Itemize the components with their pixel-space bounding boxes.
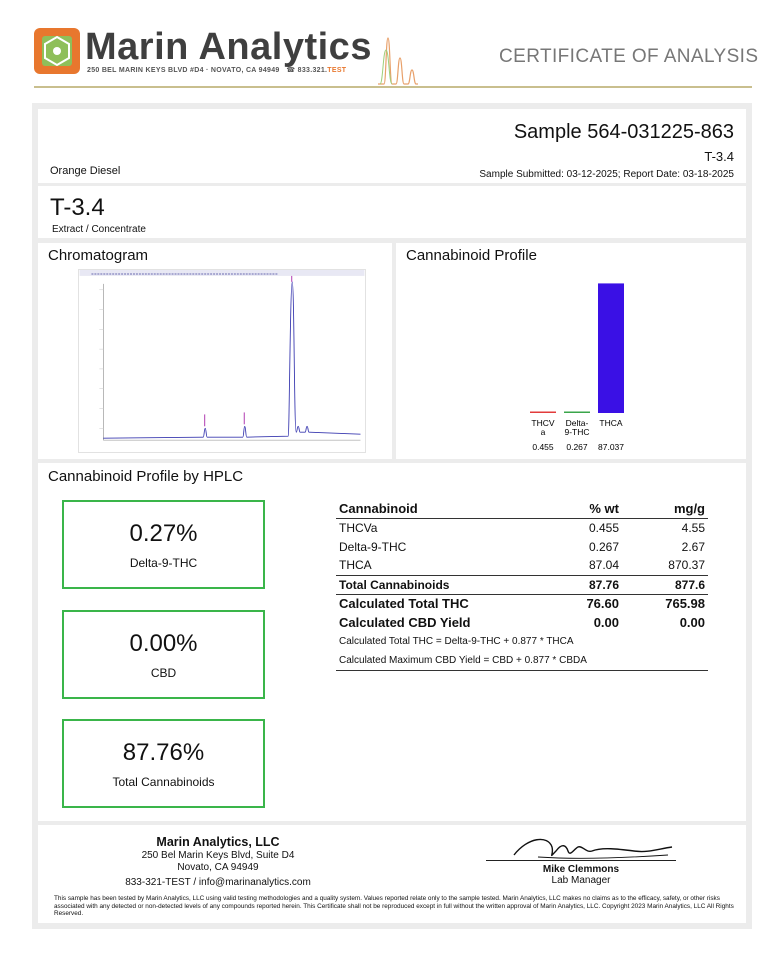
cell-mg: 0.00 xyxy=(679,615,705,630)
value-label: 0.267 xyxy=(566,442,588,452)
cell-analyte: Calculated CBD Yield xyxy=(339,615,471,630)
bar-thcva xyxy=(530,412,556,414)
cell-analyte: Calculated Total THC xyxy=(339,596,469,612)
category-label: THCA xyxy=(599,418,623,428)
cell-analyte: Delta-9-THC xyxy=(339,539,407,554)
table-row xyxy=(336,556,708,575)
cell-mg: 2.67 xyxy=(681,539,705,554)
signature-line xyxy=(486,860,676,861)
product-type: Extract / Concentrate xyxy=(52,224,146,235)
chromatogram-card xyxy=(38,243,392,459)
report-header xyxy=(0,0,783,92)
value-label: 0.455 xyxy=(532,442,554,452)
footer-card xyxy=(38,825,746,923)
table-row xyxy=(336,537,708,556)
sample-code: T-3.4 xyxy=(704,149,734,164)
chromatogram-title: Chromatogram xyxy=(48,247,149,264)
cell-percent: 0.455 xyxy=(588,520,619,535)
lab-address-2: Novato, CA 94949 xyxy=(177,862,259,873)
cell-percent: 76.60 xyxy=(586,596,619,612)
sample-strain: Orange Diesel xyxy=(50,165,121,177)
category-label: THCV xyxy=(531,418,555,428)
result-value: 0.00% xyxy=(129,630,198,657)
product-code: T-3.4 xyxy=(50,194,105,221)
brand-address: 250 BEL MARIN KEYS BLVD #D4 · NOVATO, CA 94949 ☎ 833.321.TEST xyxy=(87,67,347,74)
cell-mg: 4.55 xyxy=(681,520,705,535)
profile-title: Cannabinoid Profile xyxy=(406,247,537,264)
sample-dates: Sample Submitted: 03-12-2025; Report Date: 03-18-2025 xyxy=(479,169,734,180)
marin-logo-icon xyxy=(34,28,80,74)
hplc-title: Cannabinoid Profile by HPLC xyxy=(48,468,244,485)
disclaimer-text: This sample has been tested by Marin Analytics, LLC using valid testing methodologies and a quality system. Values reported relate only to the sample tested. Marin Analytics, LLC makes no claims as to the efficacy, safety, or other risks associated with any detected or non-detected levels of any compounds reported herein. This Certificate shall not be reproduced except in full without the written approval of Marin Analytics, LLC. Copyright 2023 Marin Analytics, LLC All Rights Reserved. xyxy=(54,895,734,918)
sample-number: Sample 564-031225-863 xyxy=(513,121,734,143)
hplc-card xyxy=(38,463,746,821)
result-box-total xyxy=(62,719,265,808)
cell-analyte: THCVa xyxy=(339,520,378,535)
brand-name: Marin Analytics xyxy=(85,26,372,68)
lab-contact: 833-321-TEST / info@marinanalytics.com xyxy=(125,877,311,888)
product-identity-card xyxy=(38,186,746,238)
table-header-row xyxy=(336,499,708,518)
cell-percent: 87.76 xyxy=(546,575,622,594)
column-header: % wt xyxy=(546,499,622,518)
cell-percent: 87.04 xyxy=(588,558,619,573)
formula-row xyxy=(336,632,708,651)
formula-cbd: Calculated Maximum CBD Yield = CBD + 0.877 * CBDA xyxy=(336,651,708,670)
column-header: Cannabinoid xyxy=(336,499,546,518)
cell-percent: 0.00 xyxy=(593,615,619,630)
chromatogram-image xyxy=(78,269,366,453)
cannabinoid-bar-chart xyxy=(396,243,746,459)
report-panel xyxy=(32,103,752,929)
signer-title: Lab Manager xyxy=(551,875,611,886)
formula-thc: Calculated Total THC = Delta-9-THC + 0.877 * THCA xyxy=(339,636,574,647)
result-label: Delta-9-THC xyxy=(129,556,198,570)
sample-info-card xyxy=(38,109,746,183)
bar-delta-9-thc xyxy=(564,412,590,414)
document-title: CERTIFICATE OF ANALYSIS xyxy=(499,46,759,67)
table-row xyxy=(336,518,708,537)
result-label: CBD xyxy=(150,666,177,680)
result-value: 87.76% xyxy=(122,739,205,766)
result-box-cbd xyxy=(62,610,265,699)
chromatogram-peaks-icon xyxy=(378,28,418,86)
bar-thca xyxy=(598,283,624,413)
result-value: 0.27% xyxy=(129,520,198,547)
calc-thc-row xyxy=(336,594,708,613)
category-label: 9-THC xyxy=(564,427,590,437)
formula-row xyxy=(336,651,708,670)
header-divider xyxy=(34,86,752,88)
cell-mg: 765.98 xyxy=(665,596,705,612)
cell-percent: 0.267 xyxy=(588,539,619,554)
result-box-delta9 xyxy=(62,500,265,589)
cell-analyte: THCA xyxy=(339,558,372,573)
hplc-results-table xyxy=(336,499,708,671)
signer-name: Mike Clemmons xyxy=(542,864,620,875)
lab-address-1: 250 Bel Marin Keys Blvd, Suite D4 xyxy=(141,850,295,861)
category-label: a xyxy=(540,427,546,437)
cell-analyte: Total Cannabinoids xyxy=(336,575,546,594)
calc-cbd-row xyxy=(336,613,708,632)
signature-image xyxy=(508,829,678,863)
lab-name: Marin Analytics, LLC xyxy=(156,835,280,849)
category-label: Delta- xyxy=(565,418,589,428)
cannabinoid-profile-card xyxy=(396,243,746,459)
cell-mg: 877.6 xyxy=(622,575,708,594)
column-header: mg/g xyxy=(622,499,708,518)
value-label: 87.037 xyxy=(598,442,624,452)
result-label: Total Cannabinoids xyxy=(112,775,215,789)
cell-mg: 870.37 xyxy=(668,558,705,573)
total-row xyxy=(336,575,708,594)
